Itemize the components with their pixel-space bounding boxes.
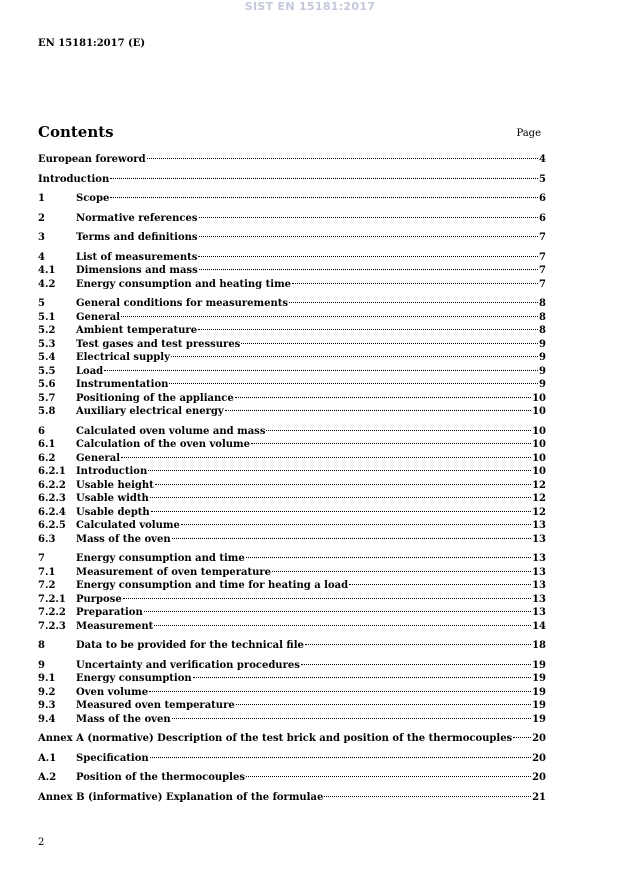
toc-entry-page: 13 bbox=[532, 566, 546, 578]
toc-entry[interactable] bbox=[38, 506, 546, 520]
dot-leader bbox=[301, 664, 531, 665]
toc-entry-title: Mass of the oven bbox=[76, 713, 171, 725]
toc-entry-page: 13 bbox=[532, 593, 546, 605]
toc-entry-number: 6.2.5 bbox=[38, 520, 66, 531]
toc-entry-page: 20 bbox=[532, 733, 546, 744]
dot-leader bbox=[272, 571, 531, 572]
toc-entry[interactable] bbox=[38, 552, 546, 566]
toc-entry-page: 20 bbox=[532, 752, 546, 764]
table-of-contents bbox=[38, 153, 546, 804]
toc-entry-title: European foreword bbox=[38, 154, 146, 165]
toc-entry[interactable] bbox=[38, 438, 546, 452]
toc-entry-title: Scope bbox=[76, 193, 110, 204]
toc-entry-page: 19 bbox=[532, 686, 546, 698]
dot-leader bbox=[225, 410, 531, 411]
dot-leader bbox=[151, 511, 531, 512]
toc-entry-page: 19 bbox=[532, 713, 546, 725]
toc-entry-number: 5.7 bbox=[38, 392, 56, 404]
toc-entry[interactable] bbox=[38, 173, 546, 187]
toc-entry-page: 12 bbox=[532, 506, 546, 518]
toc-entry-title: Dimensions and mass bbox=[76, 265, 198, 276]
toc-entry-title: General conditions for measurements bbox=[76, 298, 288, 309]
toc-entry-page: 9 bbox=[539, 379, 546, 390]
toc-entry[interactable] bbox=[38, 452, 546, 466]
toc-entry-number: 2 bbox=[38, 212, 45, 224]
toc-entry-page: 9 bbox=[539, 365, 546, 377]
dot-leader bbox=[123, 598, 531, 599]
toc-entry[interactable] bbox=[38, 620, 546, 634]
toc-entry-page: 8 bbox=[539, 311, 546, 323]
dot-leader bbox=[266, 430, 531, 431]
toc-entry-number: 5.2 bbox=[38, 325, 56, 336]
toc-entry-number: 5.4 bbox=[38, 352, 56, 363]
toc-entry-title: Auxiliary electrical energy bbox=[76, 406, 224, 417]
toc-entry[interactable] bbox=[38, 251, 546, 265]
toc-entry-number: 1 bbox=[38, 193, 45, 204]
toc-entry-title: Test gases and test pressures bbox=[76, 338, 241, 350]
toc-entry-title: Energy consumption and heating time bbox=[76, 278, 292, 290]
toc-entry-page: 13 bbox=[532, 607, 546, 618]
dot-leader bbox=[181, 524, 531, 525]
dot-leader bbox=[172, 538, 531, 539]
dot-leader bbox=[198, 256, 538, 257]
toc-entry-number: 7.2 bbox=[38, 580, 56, 591]
toc-entry-number: 5.1 bbox=[38, 311, 56, 323]
toc-entry-number: 4.2 bbox=[38, 278, 56, 290]
dot-leader bbox=[513, 737, 531, 738]
toc-entry-title: Usable width bbox=[76, 493, 149, 504]
toc-entry-title: General bbox=[76, 311, 121, 323]
toc-entry-number: 7.2.3 bbox=[38, 620, 66, 632]
toc-entry[interactable] bbox=[38, 579, 546, 593]
toc-entry-page: 10 bbox=[532, 439, 546, 450]
toc-entry-page: 19 bbox=[532, 673, 546, 684]
toc-entry[interactable] bbox=[38, 479, 546, 493]
toc-entry-page: 18 bbox=[532, 640, 546, 651]
page-column-label: Page bbox=[516, 128, 541, 139]
toc-entry-page: 10 bbox=[532, 466, 546, 477]
toc-entry-number: 5 bbox=[38, 298, 45, 309]
toc-entry[interactable] bbox=[38, 566, 546, 580]
toc-entry[interactable] bbox=[38, 771, 546, 785]
toc-entry-page: 13 bbox=[532, 553, 546, 564]
toc-entry-number: 5.6 bbox=[38, 379, 56, 390]
dot-leader bbox=[241, 343, 538, 344]
document-id: EN 15181:2017 (E) bbox=[38, 38, 146, 49]
toc-entry-number: 6.2.2 bbox=[38, 479, 66, 491]
dot-leader bbox=[150, 497, 531, 498]
toc-entry[interactable] bbox=[38, 713, 546, 727]
toc-entry-title: Energy consumption and time bbox=[76, 553, 245, 564]
toc-entry-number: 3 bbox=[38, 232, 45, 243]
toc-entry-page: 8 bbox=[539, 298, 546, 309]
toc-entry-title: Usable depth bbox=[76, 506, 150, 518]
toc-entry-number: 6.2.1 bbox=[38, 466, 66, 477]
dot-leader bbox=[121, 316, 538, 317]
toc-entry[interactable] bbox=[38, 659, 546, 673]
toc-entry[interactable] bbox=[38, 492, 546, 506]
toc-entry-page: 13 bbox=[532, 520, 546, 531]
toc-entry[interactable] bbox=[38, 351, 546, 365]
dot-leader bbox=[169, 383, 538, 384]
toc-entry-title: Calculated volume bbox=[76, 520, 180, 531]
toc-entry[interactable] bbox=[38, 192, 546, 206]
dot-leader bbox=[144, 611, 531, 612]
toc-entry-number: 6.2 bbox=[38, 452, 56, 464]
toc-entry-title: Terms and definitions bbox=[76, 232, 198, 243]
toc-entry-page: 12 bbox=[532, 493, 546, 504]
toc-entry-page: 7 bbox=[539, 278, 546, 290]
toc-entry-number: 6.2.3 bbox=[38, 493, 66, 504]
dot-leader bbox=[289, 302, 538, 303]
dot-leader bbox=[110, 178, 538, 179]
toc-entry-title: Measurement of oven temperature bbox=[76, 566, 271, 578]
toc-entry-page: 10 bbox=[532, 452, 546, 464]
toc-entry-number: 7 bbox=[38, 553, 45, 564]
toc-entry-title: Energy consumption bbox=[76, 673, 192, 684]
toc-entry-number: 5.3 bbox=[38, 338, 56, 350]
dot-leader bbox=[199, 217, 539, 218]
toc-entry[interactable] bbox=[38, 732, 546, 746]
toc-entry-page: 21 bbox=[532, 791, 546, 803]
toc-entry-number: 9.1 bbox=[38, 673, 56, 684]
toc-entry-page: 6 bbox=[539, 193, 546, 204]
dot-leader bbox=[246, 557, 531, 558]
toc-entry-page: 10 bbox=[532, 392, 546, 404]
toc-entry-page: 7 bbox=[539, 251, 546, 263]
dot-leader bbox=[305, 644, 531, 645]
toc-entry[interactable] bbox=[38, 699, 546, 713]
toc-entry-title: Position of the thermocouples bbox=[76, 772, 245, 783]
toc-entry-number: A.1 bbox=[38, 752, 57, 764]
dot-leader bbox=[324, 796, 531, 797]
toc-entry-title: Introduction bbox=[76, 466, 148, 477]
dot-leader bbox=[149, 691, 531, 692]
toc-entry-title: Positioning of the appliance bbox=[76, 392, 234, 404]
toc-entry[interactable] bbox=[38, 672, 546, 686]
toc-entry-number: 9.3 bbox=[38, 700, 56, 711]
toc-entry-page: 7 bbox=[539, 232, 546, 243]
toc-entry-number: 9 bbox=[38, 659, 45, 671]
toc-entry-page: 8 bbox=[539, 325, 546, 336]
dot-leader bbox=[110, 197, 538, 198]
contents-heading: Contents bbox=[38, 123, 114, 141]
toc-entry-title: Normative references bbox=[76, 212, 198, 224]
dot-leader bbox=[148, 470, 531, 471]
toc-entry-title: Ambient temperature bbox=[76, 325, 198, 336]
toc-entry-page: 14 bbox=[532, 620, 546, 632]
toc-entry-title: Annex B (informative) Explanation of the formulae bbox=[38, 791, 324, 803]
dot-leader bbox=[236, 704, 531, 705]
toc-entry[interactable] bbox=[38, 533, 546, 547]
toc-entry-page: 9 bbox=[539, 352, 546, 363]
toc-entry-page: 19 bbox=[532, 659, 546, 671]
toc-entry[interactable] bbox=[38, 465, 546, 479]
toc-entry-title: Instrumentation bbox=[76, 379, 169, 390]
toc-entry-title: General bbox=[76, 452, 121, 464]
toc-entry-number: 9.2 bbox=[38, 686, 56, 698]
toc-entry-title: Load bbox=[76, 365, 104, 377]
toc-entry-title: Preparation bbox=[76, 607, 143, 618]
toc-entry-title: Uncertainty and verification procedures bbox=[76, 659, 300, 671]
toc-entry[interactable] bbox=[38, 378, 546, 392]
toc-entry[interactable] bbox=[38, 392, 546, 406]
dot-leader bbox=[292, 283, 538, 284]
toc-entry-title: Calculation of the oven volume bbox=[76, 439, 250, 450]
toc-entry-page: 20 bbox=[532, 772, 546, 783]
toc-entry-number: 9.4 bbox=[38, 713, 56, 725]
toc-entry-page: 5 bbox=[539, 173, 546, 185]
dot-leader bbox=[193, 677, 531, 678]
dot-leader bbox=[154, 625, 531, 626]
toc-entry-number: 5.5 bbox=[38, 365, 56, 377]
toc-entry-page: 7 bbox=[539, 265, 546, 276]
toc-entry-number: 7.2.2 bbox=[38, 607, 66, 618]
toc-entry-title: Usable height bbox=[76, 479, 154, 491]
dot-leader bbox=[150, 757, 531, 758]
toc-entry-title: Oven volume bbox=[76, 686, 149, 698]
toc-entry[interactable] bbox=[38, 278, 546, 292]
toc-entry[interactable] bbox=[38, 519, 546, 533]
toc-entry[interactable] bbox=[38, 791, 546, 805]
toc-entry-page: 10 bbox=[532, 406, 546, 417]
dot-leader bbox=[198, 329, 538, 330]
toc-entry-title: Mass of the oven bbox=[76, 533, 171, 545]
toc-entry-page: 10 bbox=[532, 425, 546, 437]
toc-entry[interactable] bbox=[38, 365, 546, 379]
toc-entry[interactable] bbox=[38, 606, 546, 620]
dot-leader bbox=[246, 776, 531, 777]
toc-entry-page: 6 bbox=[539, 212, 546, 224]
toc-entry[interactable] bbox=[38, 311, 546, 325]
toc-entry-page: 4 bbox=[539, 154, 546, 165]
toc-entry-number: 6.1 bbox=[38, 439, 56, 450]
toc-entry-number: 6 bbox=[38, 425, 45, 437]
toc-entry-title: Data to be provided for the technical file bbox=[76, 640, 304, 651]
dot-leader bbox=[199, 269, 538, 270]
toc-entry-title: Introduction bbox=[38, 173, 110, 185]
dot-leader bbox=[104, 370, 538, 371]
toc-entry[interactable] bbox=[38, 297, 546, 311]
toc-entry[interactable] bbox=[38, 153, 546, 167]
toc-entry-title: Purpose bbox=[76, 593, 122, 605]
toc-entry-number: 7.2.1 bbox=[38, 593, 66, 605]
toc-entry-number: 6.2.4 bbox=[38, 506, 66, 518]
toc-entry-page: 13 bbox=[532, 533, 546, 545]
dot-leader bbox=[251, 443, 531, 444]
toc-entry-number: 7.1 bbox=[38, 566, 56, 578]
dot-leader bbox=[155, 484, 531, 485]
dot-leader bbox=[235, 397, 531, 398]
page-number: 2 bbox=[38, 837, 45, 848]
toc-entry-title: Electrical supply bbox=[76, 352, 170, 363]
dot-leader bbox=[199, 236, 539, 237]
toc-entry[interactable] bbox=[38, 425, 546, 439]
toc-entry-number: 8 bbox=[38, 640, 45, 651]
toc-entry[interactable] bbox=[38, 593, 546, 607]
toc-entry-title: Specification bbox=[76, 752, 149, 764]
toc-entry[interactable] bbox=[38, 338, 546, 352]
watermark: SIST EN 15181:2017 bbox=[244, 0, 376, 13]
toc-entry-title: List of measurements bbox=[76, 251, 198, 263]
dot-leader bbox=[172, 718, 531, 719]
toc-entry-page: 19 bbox=[532, 700, 546, 711]
dot-leader bbox=[121, 457, 531, 458]
toc-entry-title: Measurement bbox=[76, 620, 154, 632]
toc-entry[interactable] bbox=[38, 405, 546, 419]
toc-entry[interactable] bbox=[38, 212, 546, 226]
dot-leader bbox=[147, 158, 538, 159]
toc-entry[interactable] bbox=[38, 264, 546, 278]
toc-entry-page: 13 bbox=[532, 580, 546, 591]
toc-entry[interactable] bbox=[38, 324, 546, 338]
toc-entry-page: 12 bbox=[532, 479, 546, 491]
toc-entry-number: A.2 bbox=[38, 772, 57, 783]
dot-leader bbox=[171, 356, 538, 357]
toc-entry-title: Energy consumption and time for heating a load bbox=[76, 580, 349, 591]
toc-entry-page: 9 bbox=[539, 338, 546, 350]
toc-entry[interactable] bbox=[38, 639, 546, 653]
toc-entry[interactable] bbox=[38, 231, 546, 245]
toc-entry-title: Measured oven temperature bbox=[76, 700, 235, 711]
toc-entry[interactable] bbox=[38, 752, 546, 766]
toc-entry-number: 4 bbox=[38, 251, 45, 263]
toc-entry[interactable] bbox=[38, 686, 546, 700]
toc-entry-number: 6.3 bbox=[38, 533, 56, 545]
toc-entry-number: 5.8 bbox=[38, 406, 56, 417]
dot-leader bbox=[349, 584, 531, 585]
toc-entry-title: Calculated oven volume and mass bbox=[76, 425, 266, 437]
toc-entry-title: Annex A (normative) Description of the test brick and position of the thermocouples bbox=[38, 733, 513, 744]
toc-entry-number: 4.1 bbox=[38, 265, 56, 276]
